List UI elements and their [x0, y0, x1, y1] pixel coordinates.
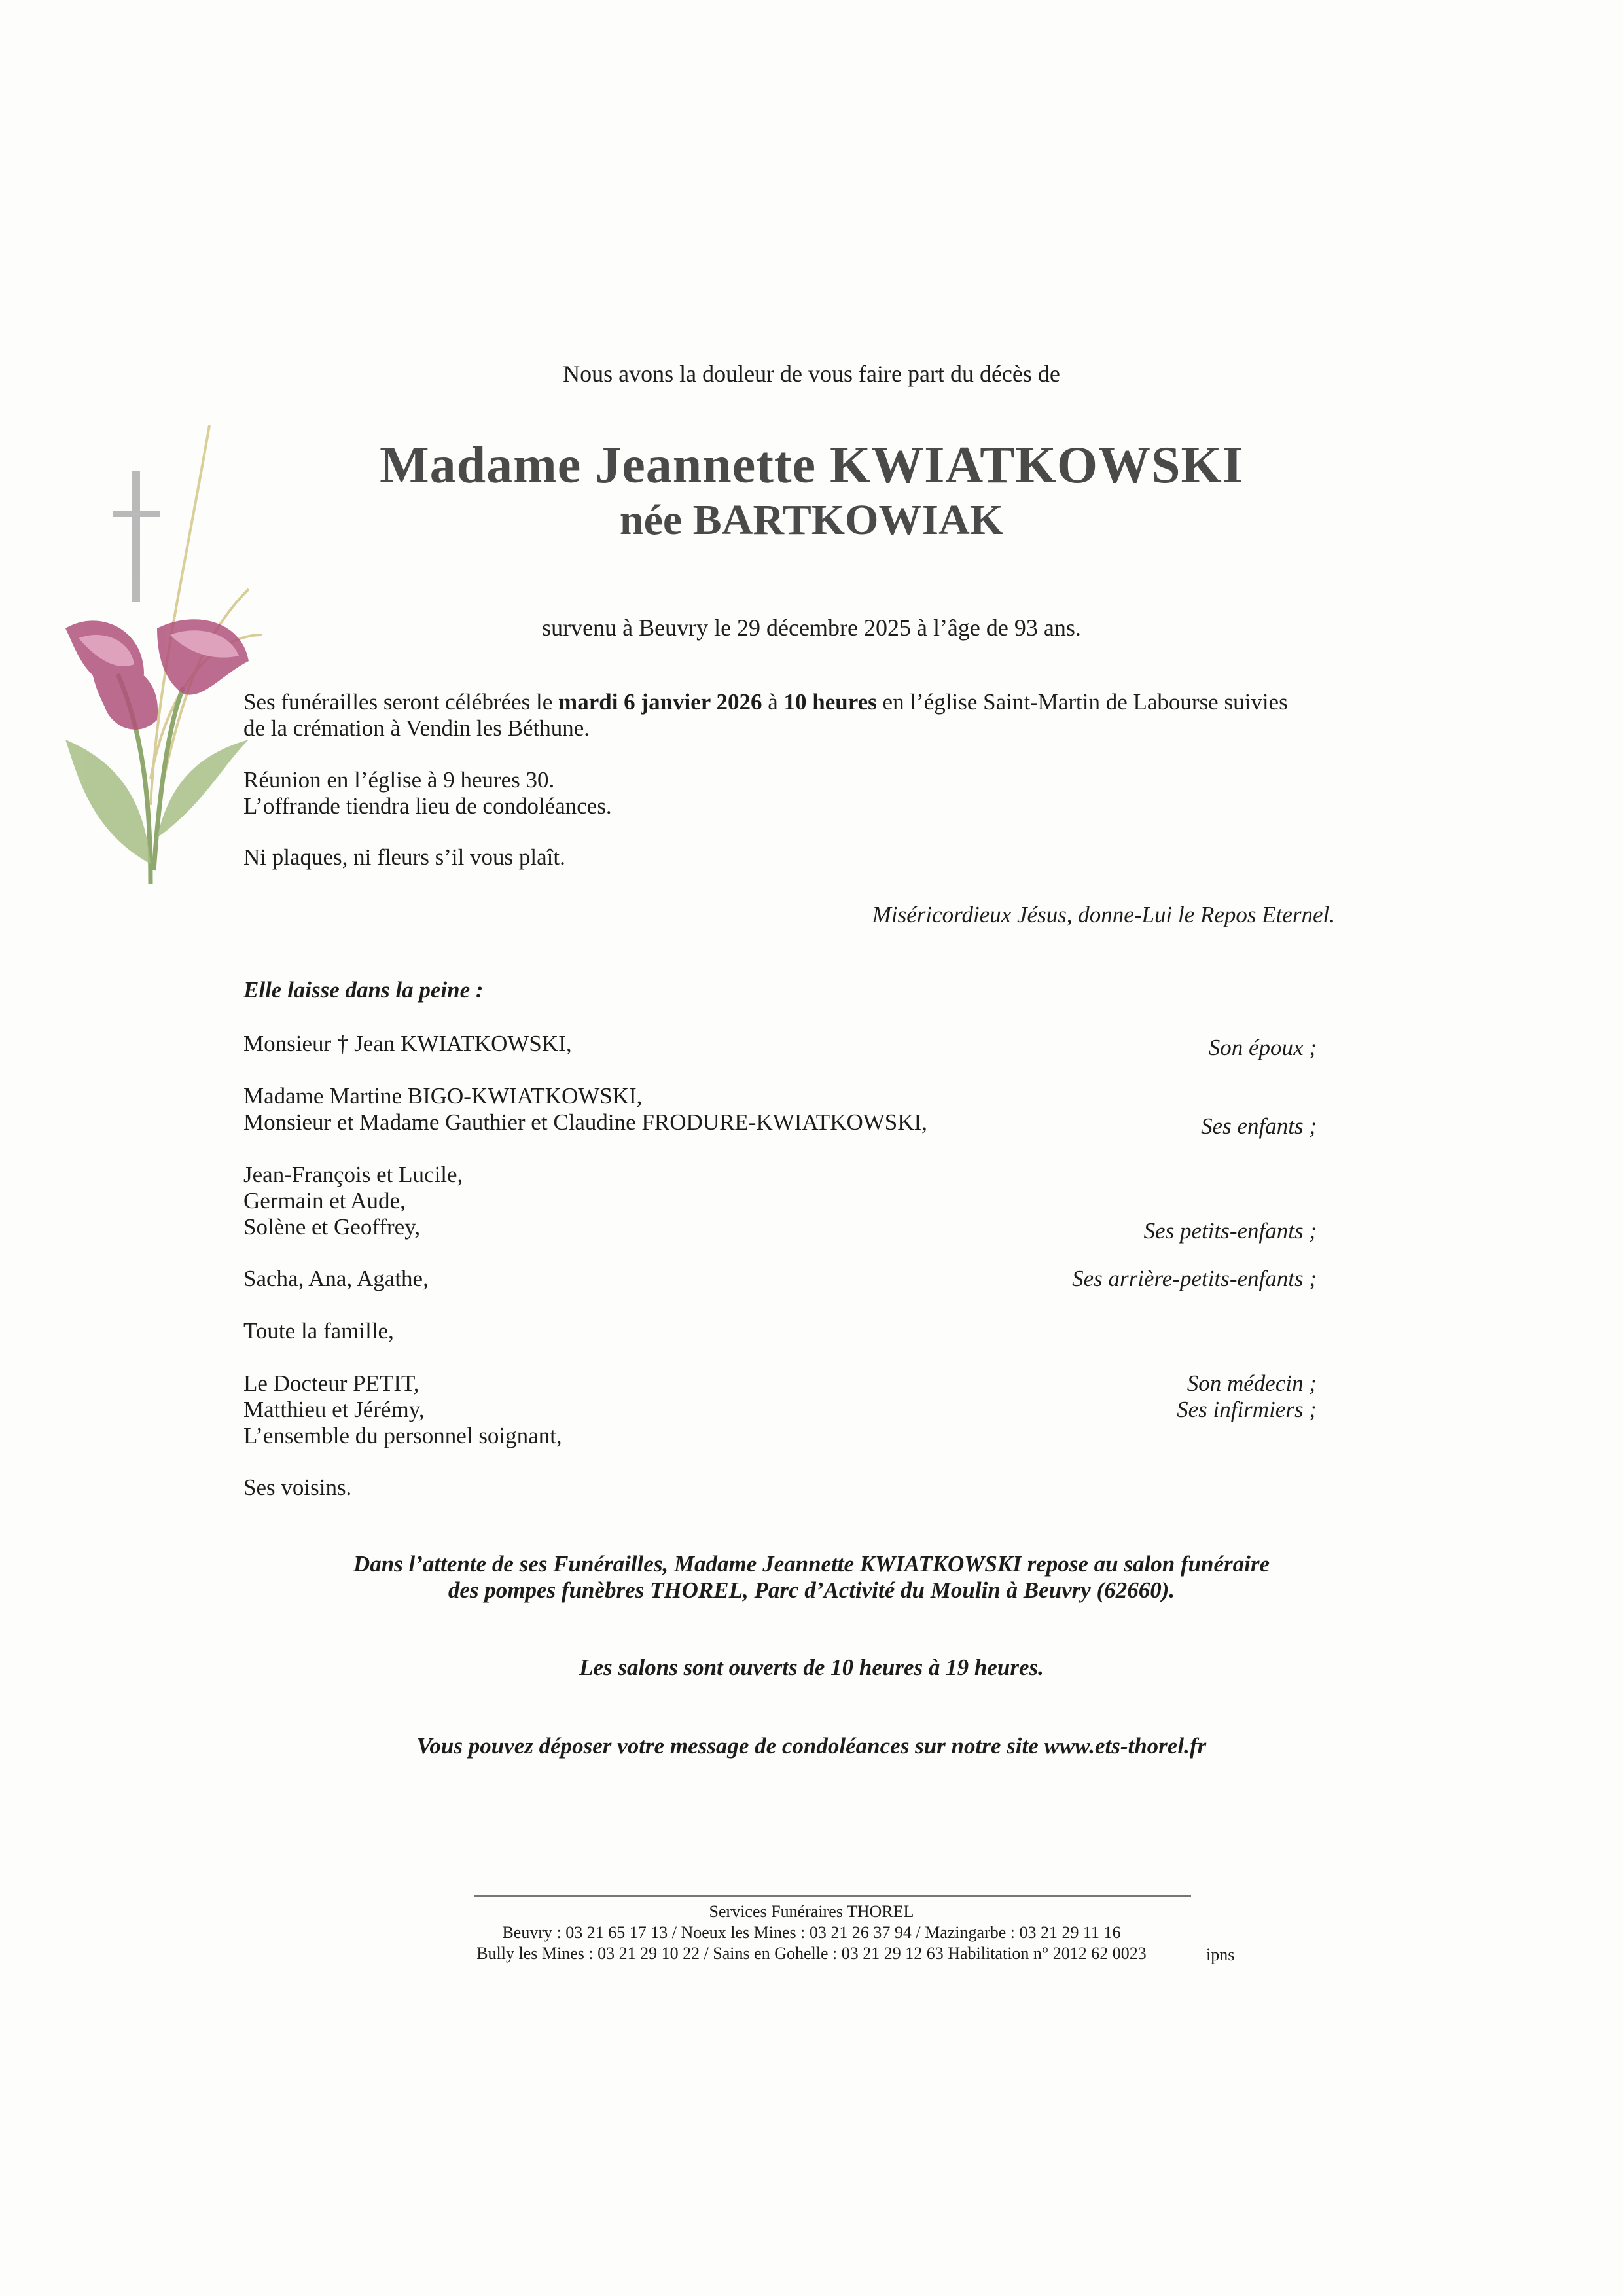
footer-contacts-2: Bully les Mines : 03 21 29 10 22 / Sains en Gohelle : 03 21 29 12 63 Habilitation n° 2012 62 0023 [476, 1944, 1147, 1963]
family-heading: Elle laisse dans la peine : [243, 977, 484, 1003]
nurses-names: Matthieu et Jérémy, [243, 1397, 425, 1422]
prayer-line: Miséricordieux Jésus, donne-Lui le Repos Eternel. [872, 902, 1335, 927]
grandchildren-3: Solène et Geoffrey, [243, 1214, 421, 1240]
footer-company: Services Funéraires THOREL [709, 1902, 914, 1921]
footer-mark: ipns [1206, 1945, 1235, 1964]
child-1: Madame Martine BIGO-KWIATKOWSKI, [243, 1083, 643, 1109]
great-grandchildren-row [243, 1266, 1317, 1292]
neighbors-line: Ses voisins. [243, 1475, 352, 1500]
children-relation: Ses enfants ; [1201, 1113, 1317, 1139]
death-details: survenu à Beuvry le 29 décembre 2025 à l’âge de 93 ans. [542, 615, 1081, 641]
meeting-paragraph [243, 767, 1369, 819]
doctor-relation: Son médecin ; [1186, 1371, 1317, 1396]
meeting-line: Réunion en l’église à 9 heures 30. [243, 767, 555, 793]
grandchildren-row [243, 1162, 1317, 1244]
rest-line-2: des pompes funèbres THOREL, Parc d’Activité du Moulin à Beuvry (62660). [448, 1577, 1175, 1603]
spouse-relation: Son époux ; [1208, 1035, 1317, 1060]
footer-divider [474, 1895, 1191, 1897]
spouse-row [243, 1031, 1317, 1060]
opening-hours: Les salons sont ouverts de 10 heures à 19 heures. [579, 1655, 1044, 1680]
doctor-name: Le Docteur PETIT, [243, 1371, 419, 1396]
offering-line: L’offrande tiendra lieu de condoléances. [243, 793, 612, 819]
rest-notice [0, 1551, 1623, 1604]
grandchildren-relation: Ses petits-enfants ; [1143, 1218, 1317, 1244]
child-2: Monsieur et Madame Gauthier et Claudine FRODURE-KWIATKOWSKI, [243, 1109, 927, 1135]
family-all-line: Toute la famille, [243, 1318, 394, 1344]
children-row [243, 1083, 1317, 1139]
staff-line: L’ensemble du personnel soignant, [243, 1423, 562, 1448]
nurses-relation: Ses infirmiers ; [1177, 1397, 1317, 1422]
great-grandchildren: Sacha, Ana, Agathe, [243, 1266, 429, 1291]
intro-text: Nous avons la douleur de vous faire part du décès de [563, 361, 1060, 387]
grandchildren-1: Jean-François et Lucile, [243, 1162, 463, 1187]
maiden-name: née BARTKOWIAK [619, 496, 1004, 544]
funeral-line-1: Ses funérailles seront célébrées le mardi 6 janvier 2026 à 10 heures en l’église Saint-Martin de Labourse suivies [243, 689, 1288, 715]
spouse-name: Monsieur † Jean KWIATKOWSKI, [243, 1031, 572, 1056]
condolences-website: Vous pouvez déposer votre message de condoléances sur notre site www.ets-thorel.fr [416, 1733, 1207, 1759]
rest-line-1: Dans l’attente de ses Funérailles, Madame Jeannette KWIATKOWSKI repose au salon funéraire [353, 1551, 1270, 1577]
funeral-time: 10 heures [783, 689, 877, 715]
footer-contacts-1: Beuvry : 03 21 65 17 13 / Noeux les Mines : 03 21 26 37 94 / Mazingarbe : 03 21 29 11 16 [502, 1923, 1121, 1942]
great-grandchildren-relation: Ses arrière-petits-enfants ; [1072, 1266, 1317, 1291]
deceased-name: Madame Jeannette KWIATKOWSKI [380, 437, 1243, 494]
care-row [243, 1371, 1317, 1449]
funeral-date: mardi 6 janvier 2026 [558, 689, 762, 715]
no-flowers-line: Ni plaques, ni fleurs s’il vous plaît. [243, 844, 565, 870]
funeral-paragraph [243, 689, 1369, 742]
grandchildren-2: Germain et Aude, [243, 1188, 406, 1213]
funeral-line-2: de la crémation à Vendin les Béthune. [243, 715, 590, 741]
